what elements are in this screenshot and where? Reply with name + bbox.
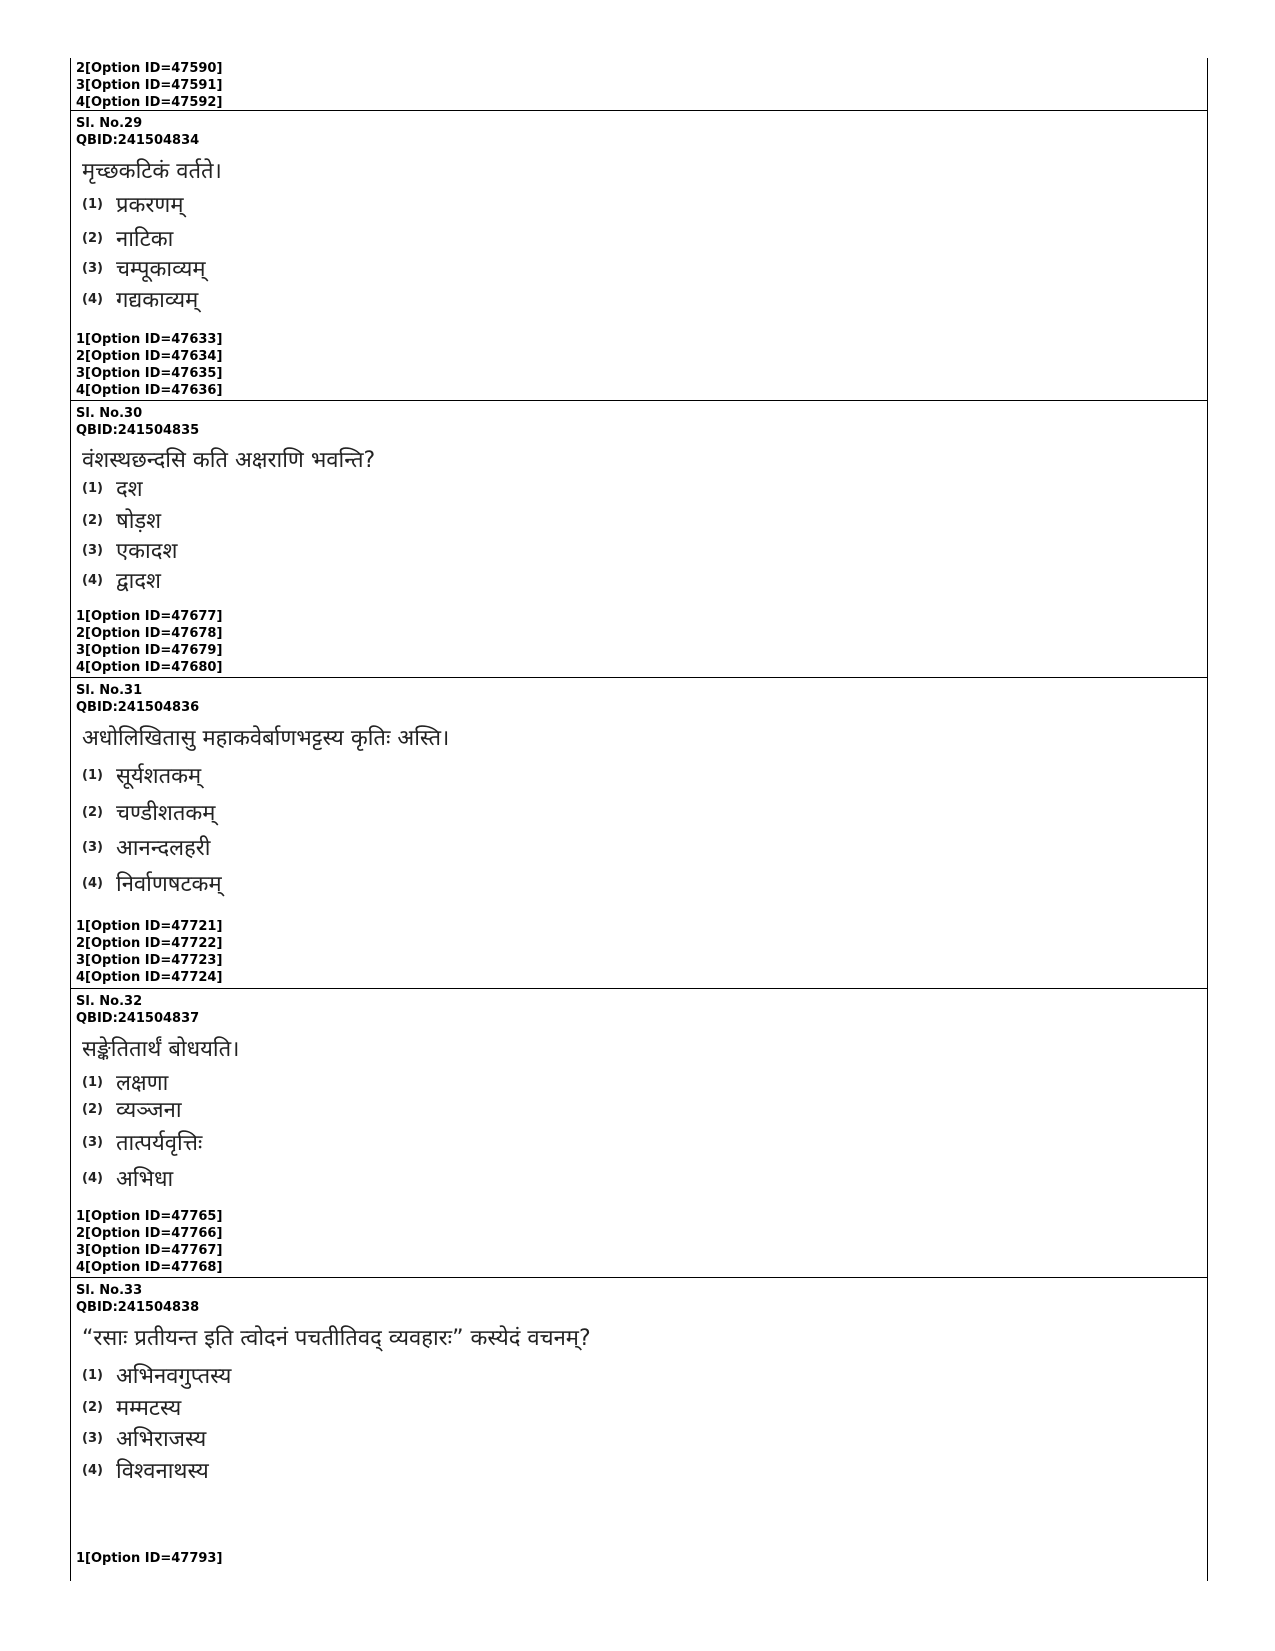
option-id: 1[Option ID=47633] <box>76 332 223 347</box>
option-number: (1) <box>82 196 103 212</box>
option-number: (4) <box>82 1462 103 1478</box>
qbid: QBID:241504838 <box>76 1300 200 1315</box>
option-number: (4) <box>82 291 103 307</box>
qbid: QBID:241504836 <box>76 700 200 715</box>
option-id: 3[Option ID=47679] <box>76 643 223 658</box>
qbid: QBID:241504835 <box>76 423 200 438</box>
question-block-33 <box>71 1278 1207 1581</box>
option-id: 4[Option ID=47724] <box>76 970 223 985</box>
option-4 <box>82 565 161 595</box>
prev-question-ids <box>71 58 1207 111</box>
option-1 <box>82 189 183 219</box>
option-3 <box>82 535 177 565</box>
qbid: QBID:241504837 <box>76 1011 200 1026</box>
serial-number: Sl. No.32 <box>76 994 143 1009</box>
option-number: (1) <box>82 767 103 783</box>
option-text: आनन्दलहरी <box>116 836 211 861</box>
option-1 <box>82 473 143 503</box>
option-text: विश्वनाथस्य <box>116 1459 209 1484</box>
option-id: 2[Option ID=47766] <box>76 1226 223 1241</box>
option-text: चम्पूकाव्यम् <box>116 257 206 282</box>
option-3 <box>82 1127 202 1157</box>
qbid: QBID:241504834 <box>76 133 200 148</box>
option-text: व्यञ्जना <box>116 1098 182 1123</box>
option-number: (1) <box>82 1367 103 1383</box>
option-number: (1) <box>82 480 103 496</box>
option-text: एकादश <box>116 539 178 564</box>
option-number: (4) <box>82 875 103 891</box>
question-block-29 <box>71 111 1207 401</box>
option-1 <box>82 1360 231 1390</box>
option-number: (4) <box>82 572 103 588</box>
option-id: 2[Option ID=47678] <box>76 626 223 641</box>
option-4 <box>82 284 198 314</box>
question-block-32 <box>71 989 1207 1278</box>
option-id: 3[Option ID=47767] <box>76 1243 223 1258</box>
option-text: अभिधा <box>116 1167 174 1192</box>
option-number: (3) <box>82 542 103 558</box>
option-number: (2) <box>82 804 103 820</box>
option-id: 1[Option ID=47721] <box>76 919 223 934</box>
option-id: 4[Option ID=47592] <box>76 95 223 110</box>
option-id: 3[Option ID=47591] <box>76 78 223 93</box>
option-2 <box>82 1094 182 1124</box>
serial-number: Sl. No.29 <box>76 116 143 131</box>
option-text: गद्यकाव्यम् <box>116 288 199 313</box>
option-id: 3[Option ID=47635] <box>76 366 223 381</box>
serial-number: Sl. No.31 <box>76 683 143 698</box>
option-number: (3) <box>82 839 103 855</box>
option-3 <box>82 1423 206 1453</box>
option-number: (2) <box>82 512 103 528</box>
option-id: 1[Option ID=47793] <box>76 1551 223 1566</box>
option-id: 1[Option ID=47677] <box>76 609 223 624</box>
option-number: (3) <box>82 260 103 276</box>
option-text: सूर्यशतकम् <box>116 764 202 789</box>
option-number: (2) <box>82 1101 103 1117</box>
option-text: निर्वाणषटकम् <box>116 872 222 897</box>
option-id: 3[Option ID=47723] <box>76 953 223 968</box>
question-stem: “रसाः प्रतीयन्त इति त्वोदनं पचतीतिवद् व्यवहारः” कस्येदं वचनम्? <box>82 1326 591 1351</box>
option-number: (1) <box>82 1074 103 1090</box>
option-id: 2[Option ID=47634] <box>76 349 223 364</box>
option-1 <box>82 760 201 790</box>
option-text: अभिनवगुप्तस्य <box>116 1364 232 1389</box>
option-id: 2[Option ID=47590] <box>76 61 223 76</box>
option-id: 4[Option ID=47768] <box>76 1260 223 1275</box>
question-stem: वंशस्थछन्दसि कति अक्षराणि भवन्ति? <box>82 448 376 473</box>
option-4 <box>82 1455 209 1485</box>
option-text: द्वादश <box>116 569 161 594</box>
option-text: लक्षणा <box>116 1071 169 1096</box>
option-number: (2) <box>82 1399 103 1415</box>
option-text: षोड़श <box>116 509 162 534</box>
option-id: 4[Option ID=47636] <box>76 383 223 398</box>
question-block-31 <box>71 678 1207 989</box>
option-number: (3) <box>82 1430 103 1446</box>
question-stem: अधोलिखितासु महाकवेर्बाणभट्टस्य कृतिः अस्ति। <box>82 726 450 751</box>
option-2 <box>82 505 161 535</box>
option-number: (4) <box>82 1170 103 1186</box>
option-text: चण्डीशतकम् <box>116 801 216 826</box>
serial-number: Sl. No.30 <box>76 406 143 421</box>
option-text: तात्पर्यवृत्तिः <box>116 1131 203 1156</box>
question-stem: सङ्केतितार्थं बोधयति। <box>82 1037 240 1062</box>
option-id: 2[Option ID=47722] <box>76 936 223 951</box>
option-number: (3) <box>82 1134 103 1150</box>
serial-number: Sl. No.33 <box>76 1283 143 1298</box>
option-text: मम्मटस्य <box>116 1396 182 1421</box>
option-text: प्रकरणम् <box>116 193 184 218</box>
option-3 <box>82 253 206 283</box>
question-block-30 <box>71 401 1207 678</box>
option-3 <box>82 832 210 862</box>
option-id: 4[Option ID=47680] <box>76 660 223 675</box>
option-number: (2) <box>82 230 103 246</box>
option-4 <box>82 868 222 898</box>
question-stem: मृच्छकटिकं वर्तते। <box>82 159 222 184</box>
option-2 <box>82 223 173 253</box>
option-text: अभिराजस्य <box>116 1427 207 1452</box>
option-text: दश <box>116 477 143 502</box>
option-text: नाटिका <box>116 227 174 252</box>
option-1 <box>82 1067 168 1097</box>
question-paper <box>70 58 1208 1581</box>
option-id: 1[Option ID=47765] <box>76 1209 223 1224</box>
option-2 <box>82 1392 181 1422</box>
option-4 <box>82 1163 173 1193</box>
option-2 <box>82 797 215 827</box>
